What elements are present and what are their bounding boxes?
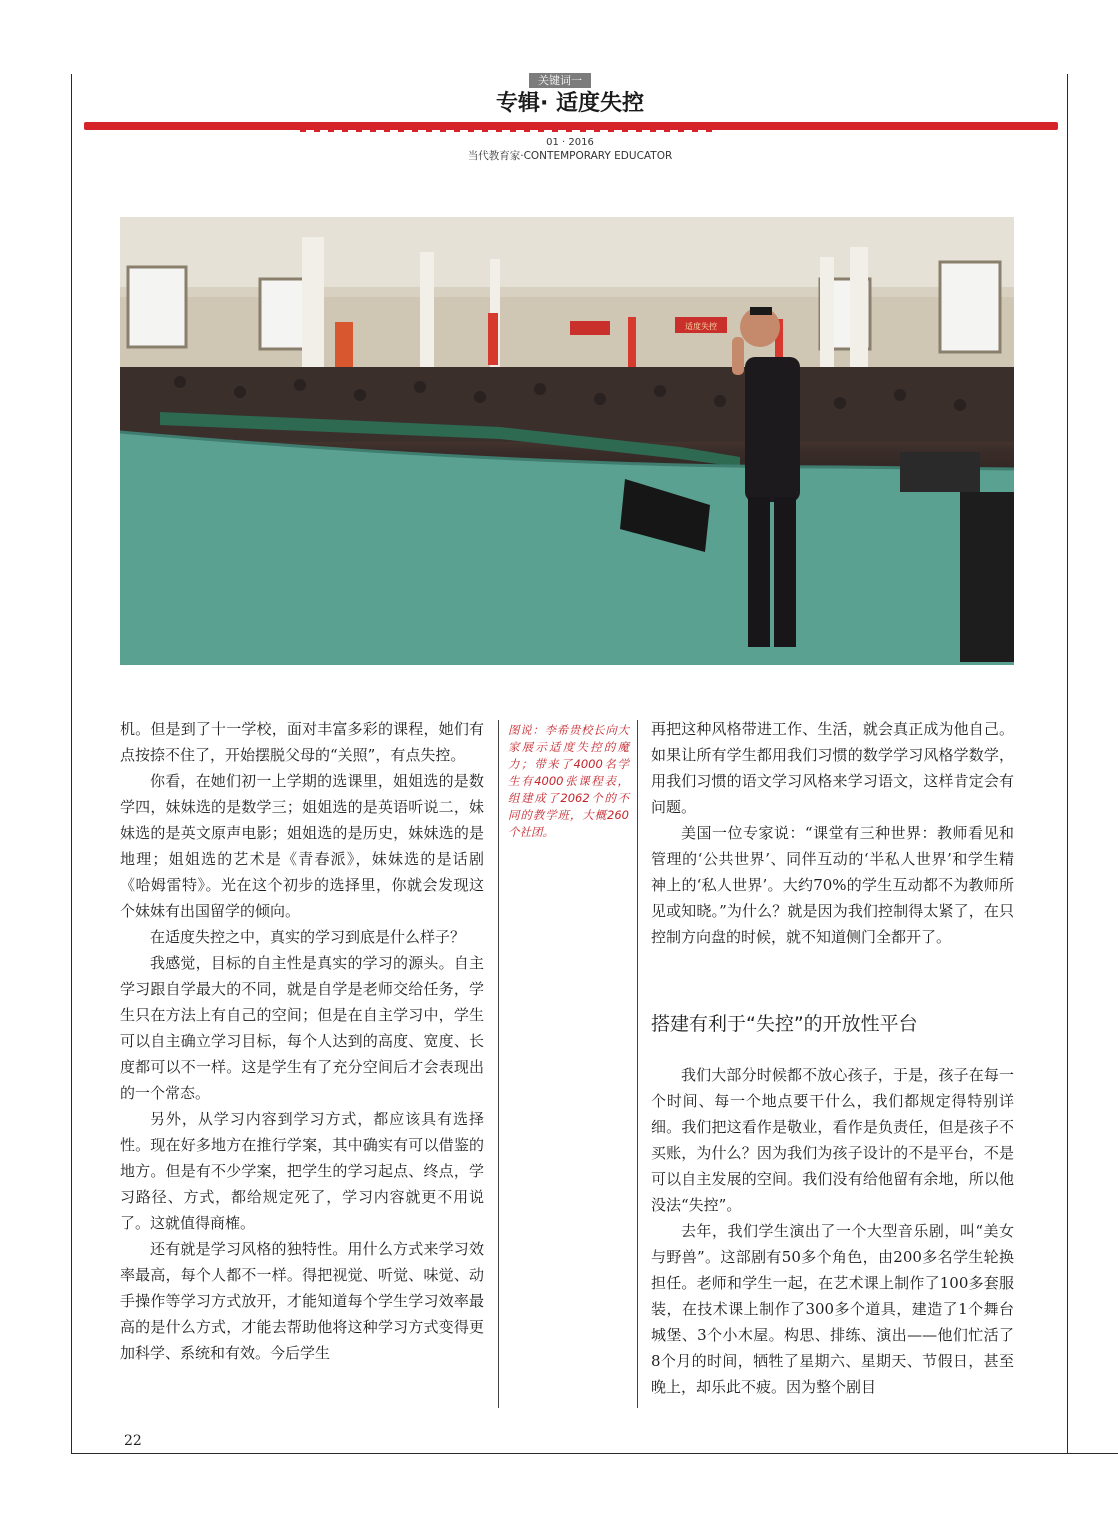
paragraph: 再把这种风格带进工作、生活，就会真正成为他自己。如果让所有学生都用我们习惯的数学学习风格学数学，用我们习惯的语文学习风格来学习语文，这样肯定会有问题。 — [651, 720, 1014, 816]
lecture-hall-photo — [120, 217, 1014, 665]
paragraph: 我感觉，目标的自主性是真实的学习的源头。自主学习跟自学最大的不同，就是自学是老师交给任务，学生只在方法上有自己的空间；但是在自主学习中，学生可以自主确立学习目标，每个人达到的高度、宽度、长度都可以不一样。这是学生有了充分空间后才会表现出的一个常态。 — [120, 954, 484, 1102]
paragraph: 机。但是到了十一学校，面对丰富多彩的课程，她们有点按捺不住了，开始摆脱父母的“关照”，有点失控。 — [120, 720, 484, 764]
section-title: 专辑· 适度失控 — [495, 91, 645, 116]
column-divider — [637, 720, 638, 1408]
article-column-right-top — [651, 716, 1014, 950]
page-frame-right — [1067, 74, 1068, 1454]
page-frame-bottom — [71, 1453, 1118, 1454]
article-column-left — [120, 716, 484, 1366]
section-subheading: 搭建有利于“失控”的开放性平台 — [651, 1013, 918, 1035]
article-column-right-bottom — [651, 1062, 1014, 1400]
paragraph: 美国一位专家说：“课堂有三种世界：教师看见和管理的‘公共世界’、同伴互动的‘半私人世界’和学生精神上的‘私人世界’。大约70%的学生互动都不为教师所见或知晓。”为什么？就是因为我们控制得太紧了，在只控制方向盘的时候，就不知道侧门全都开了。 — [651, 824, 1014, 946]
magazine-name: 当代教育家·CONTEMPORARY EDUCATOR — [467, 150, 673, 162]
banner-text: 适度失控 — [685, 322, 717, 331]
header-red-bar-texture — [300, 128, 720, 132]
paragraph: 还有就是学习风格的独特性。用什么方式来学习效率最高，每个人都不一样。得把视觉、听觉、味觉、动手操作等学习方式放开，才能知道每个学生学习效率最高的是什么方式，才能去帮助他将这种学习方式变得更加科学、系统和有效。今后学生 — [120, 1240, 484, 1362]
photo-caption: 图说：李希贵校长向大家展示适度失控的魔力；带来了4000名学生有4000张课程表，组建成了2062个的不同的教学班，大概260个社团。 — [508, 723, 629, 839]
paragraph: 去年，我们学生演出了一个大型音乐剧，叫“美女与野兽”。这部剧有50多个角色，由200多名学生轮换担任。老师和学生一起，在艺术课上制作了100多套服装，在技术课上制作了300多个道具，建造了1个舞台城堡、3个小木屋。构思、排练、演出——他们忙活了8个月的时间，牺牲了星期六、星期天、节假日，甚至晚上，却乐此不疲。因为整个剧目 — [651, 1222, 1014, 1396]
paragraph: 我们大部分时候都不放心孩子，于是，孩子在每一个时间、每一个地点要干什么，我们都规定得特别详细。我们把这看作是敬业，看作是负责任，但是孩子不买账，为什么？因为我们为孩子设计的不是平台，不是可以自主发展的空间。我们没有给他留有余地，所以他没法“失控”。 — [651, 1066, 1014, 1214]
paragraph: 在适度失控之中，真实的学习到底是什么样子？ — [150, 928, 466, 946]
page-frame-left — [71, 74, 72, 1454]
page-number: 22 — [124, 1433, 142, 1449]
issue-number: 01 · 2016 — [546, 137, 594, 148]
keyword-tag: 关键词一 — [529, 73, 591, 88]
paragraph: 另外，从学习内容到学习方式，都应该具有选择性。现在好多地方在推行学案，其中确实有可以借鉴的地方。但是有不少学案，把学生的学习起点、终点，学习路径、方式，都给规定死了，学习内容就更不用说了。这就值得商榷。 — [120, 1110, 484, 1232]
photo-illustration — [120, 217, 1014, 665]
column-divider — [498, 720, 499, 1408]
paragraph: 你看，在她们初一上学期的选课里，姐姐选的是数学四，妹妹选的是数学三；姐姐选的是英语听说二，妹妹选的是英文原声电影；姐姐选的是历史，妹妹选的是地理；姐姐选的艺术是《青春派》，妹妹选的是话剧《哈姆雷特》。光在这个初步的选择里，你就会发现这个妹妹有出国留学的倾向。 — [120, 772, 484, 920]
